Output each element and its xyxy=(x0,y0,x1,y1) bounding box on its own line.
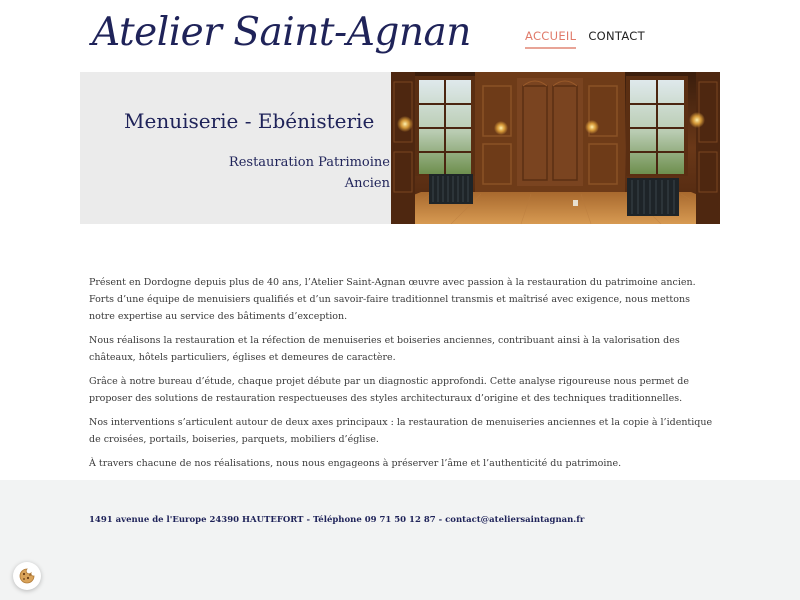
content-paragraph-5: À travers chacune de nos réalisations, nous nous engageons à préserver l’âme et l’authenticité du patrimoine. xyxy=(89,458,622,469)
cookie-settings-button[interactable] xyxy=(13,562,41,590)
banner-text-block xyxy=(80,72,391,224)
banner-subtitle: Restauration Patrimoine Ancien xyxy=(228,155,390,191)
wood-paneled-room-illustration xyxy=(391,72,720,224)
content-paragraph-3: Grâce à notre bureau d’étude, chaque projet débute par un diagnostic approfondi. Cette analyse rigoureuse nous permet de proposer des solutions de restauration respectueuses des styles architecturaux d’origine et des techniques traditionnelles. xyxy=(89,376,689,404)
cookie-icon xyxy=(19,568,35,584)
site-footer xyxy=(0,480,800,600)
content-paragraph-1: Présent en Dordogne depuis plus de 40 ans, l’Atelier Saint-Agnan œuvre avec passion à la restauration du patrimoine ancien. Forts d’une équipe de menuisiers qualifiés et d’un savoir-faire traditionnel transmis et maîtrisé avec exigence, nous mettons notre expertise au service des bâtiments d’exception. xyxy=(89,277,696,322)
banner-photo-wood-paneled-room xyxy=(391,72,720,224)
content-paragraph-4: Nos interventions s’articulent autour de deux axes principaux : la restauration de menuiseries anciennes et la copie à l’identique de croisées, portails, boiseries, parquets, mobiliers d’église. xyxy=(89,417,713,445)
banner-title: Menuiserie - Ebénisterie xyxy=(124,109,375,133)
site-logo[interactable]: Atelier Saint-Agnan xyxy=(92,10,471,55)
main-nav xyxy=(525,29,645,49)
footer-contact-info: 1491 avenue de l'Europe 24390 HAUTEFORT - Téléphone 09 71 50 12 87 - contact@ateliersaintagnan.fr xyxy=(89,515,585,525)
nav-item-accueil[interactable]: ACCUEIL xyxy=(525,29,576,49)
nav-item-contact[interactable]: CONTACT xyxy=(588,29,645,43)
hero-banner xyxy=(80,72,720,224)
site-header xyxy=(0,0,800,72)
content-paragraph-2: Nous réalisons la restauration et la réfection de menuiseries et boiseries anciennes, contribuant ainsi à la valorisation des châteaux, hôtels particuliers, églises et demeures de caractère. xyxy=(89,335,680,363)
main-content xyxy=(89,274,714,479)
